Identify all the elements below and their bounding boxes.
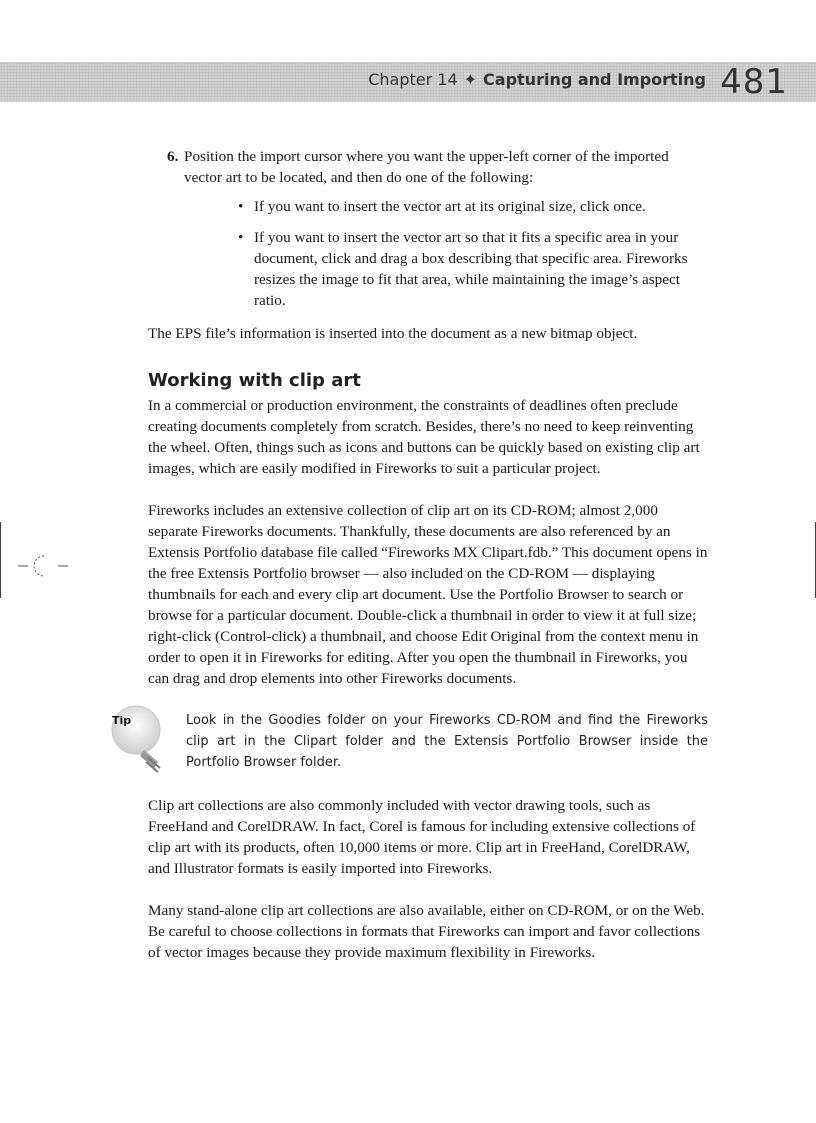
list-item: • If you want to insert the vector art so that it fits a specific area in your document, click and drag a box describing that specific area. Fireworks resizes the image to fit that area, while maintaining the image’s aspect ratio. <box>238 227 708 311</box>
registration-mark-icon <box>18 552 68 578</box>
chapter-label: Chapter 14 <box>368 70 458 89</box>
tip-box <box>112 710 708 773</box>
list-item: • If you want to insert the vector art at its original size, click once. <box>238 196 708 217</box>
page-content <box>112 146 708 984</box>
separator-icon: ✦ <box>463 70 478 89</box>
tip-label: Tip <box>112 714 132 727</box>
step-bullets <box>184 196 708 311</box>
step-text: Position the import cursor where you want the upper-left corner of the imported vector art to be located, and then do one of the following: <box>184 148 669 186</box>
chapter-title: Capturing and Importing <box>483 70 706 89</box>
paragraph: Fireworks includes an extensive collection of clip art on its CD-ROM; almost 2,000 separate Fireworks documents. Thankfully, these documents are also referenced by an Extensis Portfolio database file called “Fireworks MX Clipart.fdb.” This document opens in the free Extensis Portfolio browser — also included on the CD-ROM — displaying thumbnails for each and every clip art document. Use the Portfolio Browser to search or browse for a particular document. Double-click a thumbnail in order to view it at full size; right-click (Control-click) a thumbnail, and choose Edit Original from the context menu in order to open it in Fireworks for editing. After you open the thumbnail in Fireworks, you can drag and drop elements into other Fireworks documents. <box>148 502 708 687</box>
paragraph: Clip art collections are also commonly included with vector drawing tools, such as FreeHand and CorelDRAW. In fact, Corel is famous for including extensive collections of clip art with its products, often 10,000 items or more. Clip art in FreeHand, CorelDRAW, and Illustrator formats is easily imported into Fireworks. <box>148 797 696 877</box>
section-heading: Working with clip art <box>148 370 361 391</box>
step-number: 6. <box>167 148 179 165</box>
paragraph: In a commercial or production environment, the constraints of deadlines often preclude creating documents completely from scratch. Besides, there’s no need to keep reinventing the wheel. Often, things such as icons and buttons can be quickly based on existing clip art images, which are easily modified in Fireworks to suit a particular project. <box>148 397 700 477</box>
tip-text: Look in the Goodies folder on your Fireworks CD-ROM and find the Fireworks clip art in the Clipart folder and the Extensis Portfolio Browser inside the Portfolio Browser folder. <box>186 713 708 770</box>
running-head <box>368 70 706 89</box>
paragraph: The EPS file’s information is inserted into the document as a new bitmap object. <box>148 325 638 342</box>
paragraph: Many stand-alone clip art collections are also available, either on CD-ROM, or on the Web. Be careful to choose collections in formats that Fireworks can import and favor collections of vector images because they provide maximum flexibility in Fireworks. <box>148 902 705 961</box>
crop-mark-left <box>0 522 1 598</box>
step-6 <box>148 146 708 311</box>
page-number: 481 <box>720 62 788 102</box>
